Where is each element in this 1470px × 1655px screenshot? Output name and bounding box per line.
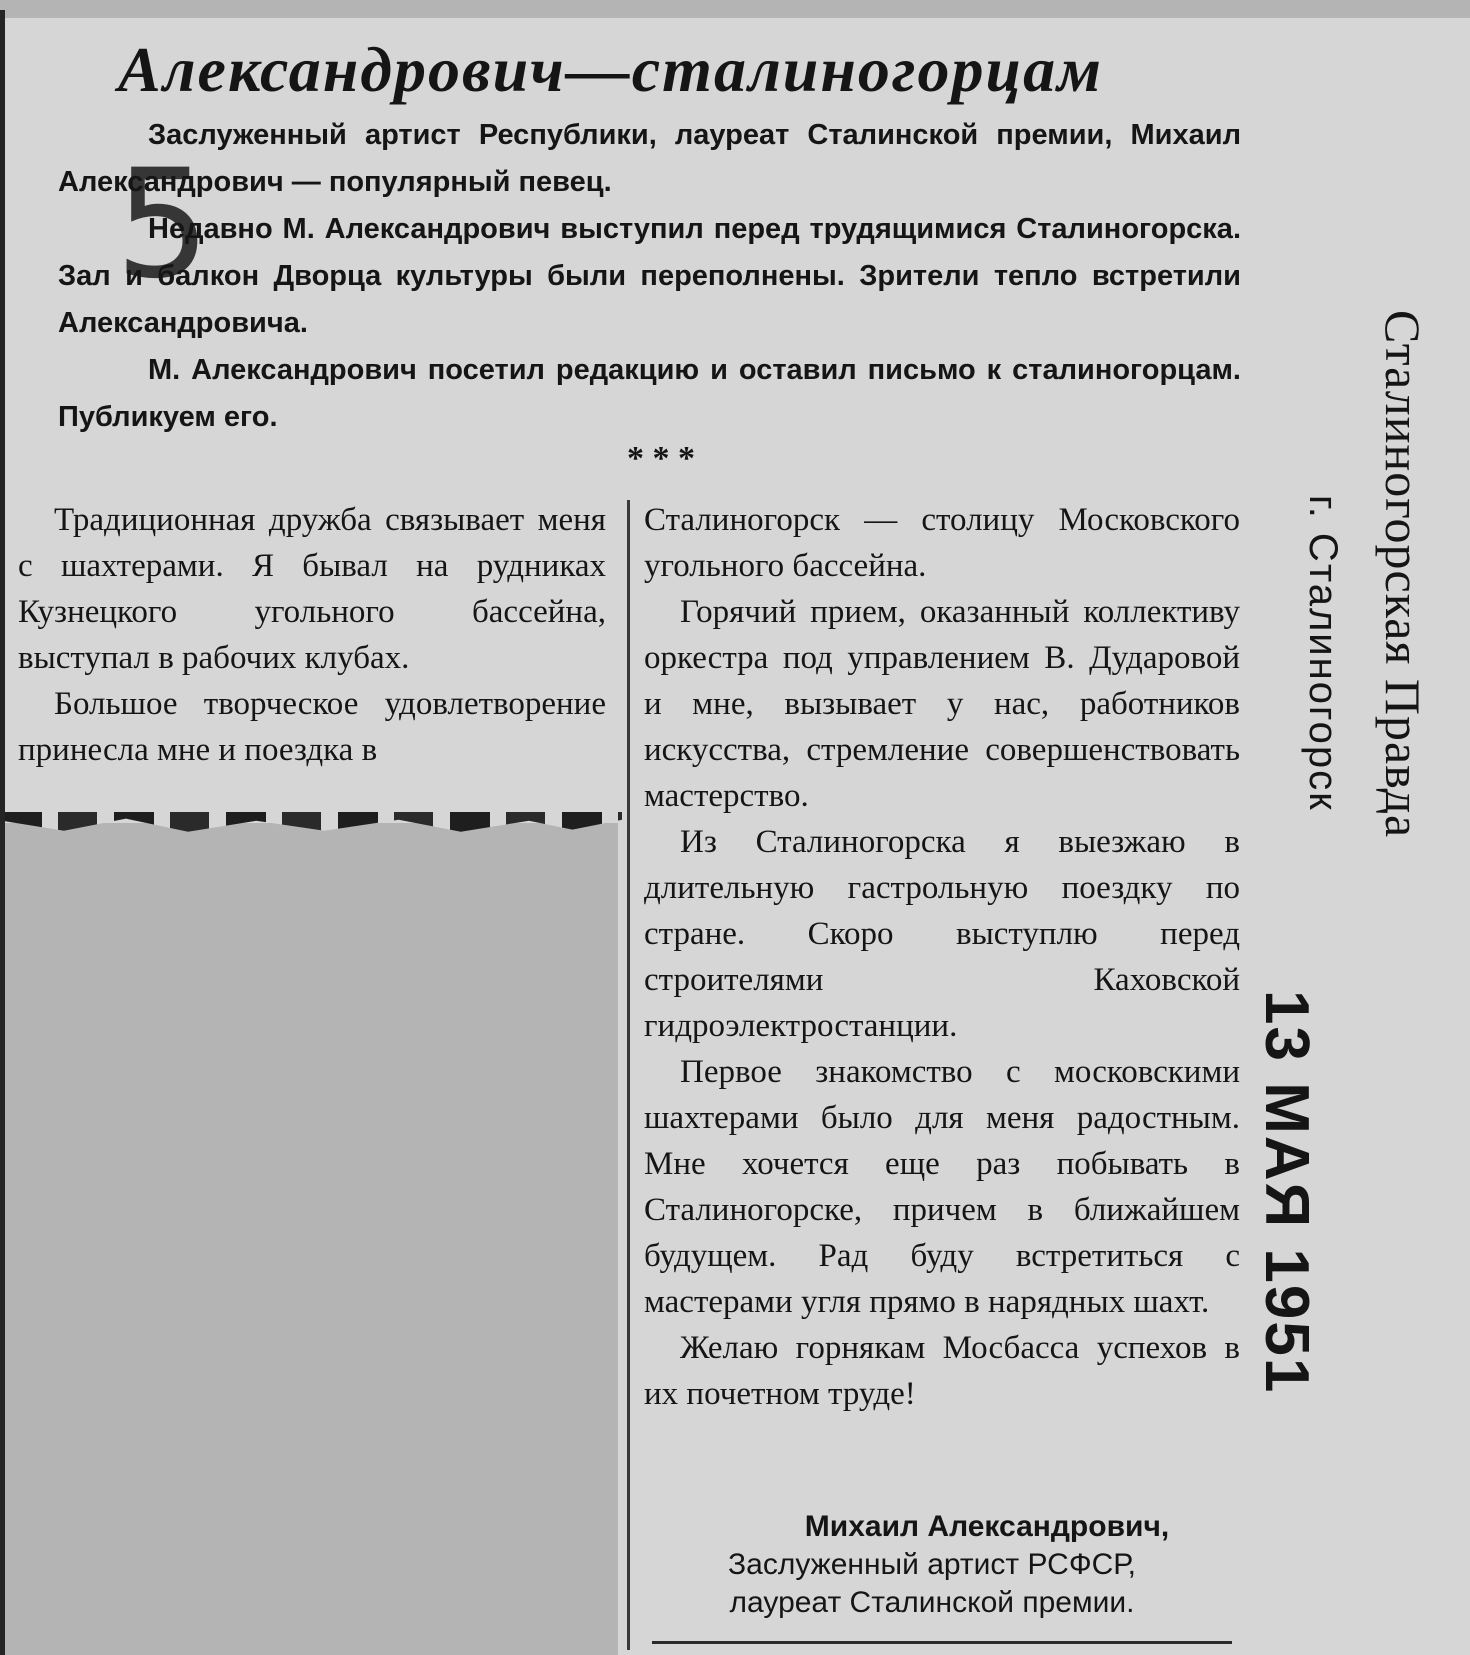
letter-paragraph: Большое творческое удовлетворение принесла мне и поездка в (18, 686, 606, 768)
intro-block (58, 112, 1241, 441)
letter-column-left (18, 497, 606, 773)
signature-name: Михаил Александрович, (804, 1510, 1170, 1543)
handwritten-number: 5 (115, 138, 211, 312)
letter-paragraph: Желаю горнякам Мосбасса успехов в их почетном труде! (644, 1330, 1240, 1412)
letter-paragraph: Традиционная дружба связывает меня с шахтерами. Я бывал на рудниках Кузнецкого угольного бассейна, выступал в рабочих клубах. (18, 502, 606, 676)
signature-block (644, 1508, 1220, 1622)
letter-paragraph: Сталиногорск — столицу Московского угольного бассейна. (644, 502, 1240, 584)
intro-paragraph: Недавно М. Александрович выступил перед трудящимися Сталиногорска. Зал и балкон Дворца культуры были переполнены. Зрители тепло встретили Александровича. (58, 213, 1241, 339)
section-separator: * * * (627, 440, 695, 477)
city-stamp: г. Сталиногорск (1301, 495, 1345, 812)
headline: Александрович—сталиногорцам (118, 34, 1103, 105)
left-border (0, 10, 5, 1655)
column-rule (627, 500, 630, 1650)
bottom-rule (652, 1641, 1232, 1644)
torn-edge (2, 812, 622, 834)
newspaper-stamp: Сталиногорская Правда (1375, 310, 1431, 839)
intro-paragraph: М. Александрович посетил редакцию и оставил письмо к сталиногорцам. Публикуем его. (58, 354, 1241, 433)
letter-column-right (644, 497, 1240, 1417)
letter-paragraph: Горячий прием, оказанный коллективу оркестра под управлением В. Дударовой и мне, вызывает у нас, работников искусства, стремление совершенствовать мастерство. (644, 594, 1240, 814)
signature-title: лауреат Сталинской премии. (729, 1586, 1135, 1619)
intro-paragraph: Заслуженный артист Республики, лауреат Сталинской премии, Михаил Александрович — популярный певец. (58, 119, 1241, 198)
letter-paragraph: Первое знакомство с московскими шахтерами было для меня радостным. Мне хочется еще раз побывать в Сталиногорске, причем в ближайшем будущем. Рад буду встретиться с мастерами угля прямо в нарядных шахт. (644, 1054, 1240, 1320)
letter-paragraph: Из Сталиногорска я выезжаю в длительную гастрольную поездку по стране. Скоро выступлю перед строителями Каховской гидроэлектростанции. (644, 824, 1240, 1044)
date-stamp: 13 МАЯ 1951 (1252, 990, 1321, 1395)
signature-title: Заслуженный артист РСФСР, (728, 1548, 1136, 1581)
